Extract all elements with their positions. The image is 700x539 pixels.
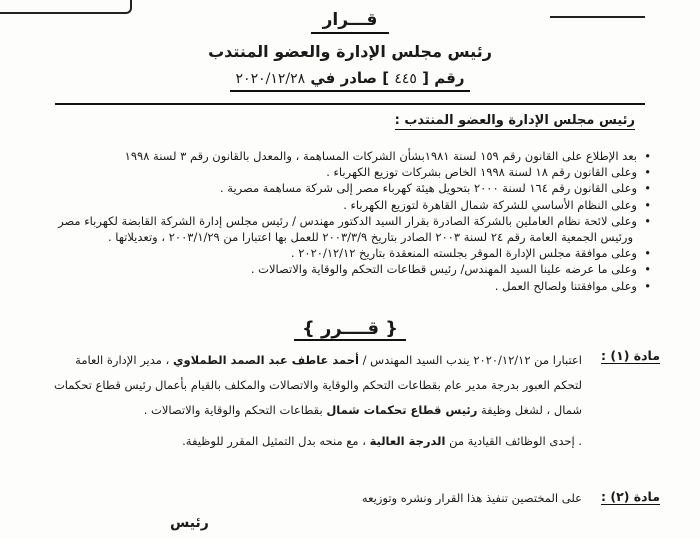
document-subtitle: رئيس مجلس الإدارة والعضو المنتدب	[208, 42, 492, 61]
grade-level: الدرجة العالية	[369, 434, 446, 448]
decree-prefix: رقم [	[422, 69, 465, 87]
clause: • وعلى موافقة مجلس الإدارة الموقر بجلسته المنعقدة بتاريخ ٢٠٢٠/١٢/١٢ .	[55, 245, 637, 261]
clause: • وعلى النظام الأساسي للشركة شمال القاهرة لتوزيع الكهرباء .	[55, 197, 637, 213]
position-title: رئيس قطاع تحكمات شمال	[326, 403, 478, 417]
decree-mid: ] صادر في	[310, 69, 390, 87]
article-1-line-4	[50, 429, 582, 454]
article-1	[50, 348, 660, 454]
clause-continuation: ورئيس الجمعية العامة رقم ٢٤ لسنة ٢٠٠٣ الصادر بتاريخ ٢٠٠٣/٣/٩ للعمل بها اعتبارا من ٢٠٠٣/١/٢٩ ، وتعديلاتها .	[108, 230, 633, 245]
decision-heading	[0, 318, 700, 339]
decree-date: ٢٠٢٠/١٢/٢٨	[235, 71, 306, 87]
article-1-text: ، مع منحه بدل التمثيل المقرر للوظيفة.	[182, 434, 366, 448]
article-2-text: على المختصين تنفيذ هذا القرار ونشره وتوزيعه	[361, 491, 582, 505]
clause: • وعلى ما عرضه علينا السيد المهندس/ رئيس قطاعات التحكم والوقاية والاتصالات .	[55, 261, 637, 277]
article-1-text: ، مدير الإدارة العامة	[75, 353, 170, 367]
clause: • وعلى القانون رقم ١٦٤ لسنة ٢٠٠٠ بتحويل هيئة كهرباء مصر إلى شركة مساهمة مصرية .	[55, 180, 637, 196]
article-1-text: اعتبارا من ٢٠٢٠/١٢/١٢ يندب السيد المهندس /	[362, 353, 582, 367]
article-1-text: بقطاعات التحكم والوقاية والاتصالات .	[143, 403, 323, 417]
article-1-line-1	[50, 348, 582, 373]
article-1-line-2: لتحكم العبور بدرجة مدير عام بقطاعات التحكم والوقاية والاتصالات والمكلف بالقيام بأعمال رئيس قطاع تحكمات	[53, 378, 582, 392]
decree-number: ٤٤٥	[394, 71, 417, 87]
document-header	[0, 10, 700, 92]
header-divider	[55, 103, 645, 105]
article-1-line-3	[50, 398, 582, 423]
decision-heading-text: { قــــرر }	[294, 318, 406, 341]
article-1-label: مادة (١) :	[600, 348, 660, 363]
article-1-text: . إحدى الوظائف القيادية من	[449, 434, 582, 448]
article-1-text: شمال ، لشغل وظيفة	[480, 403, 582, 417]
issuer-line: رئيس مجلس الإدارة والعضو المنتدب :	[394, 113, 635, 128]
decree-number-line	[230, 69, 471, 92]
appointee-name: أحمد عاطف عبد الصمد الطملاوي	[172, 353, 359, 367]
clause: • بعد الإطلاع على القانون رقم ١٥٩ لسنة ١٩٨١بشأن الشركات المساهمة ، والمعدل بالقانون رقم ٣ لسنة ١٩٩٨	[55, 148, 637, 164]
article-2-label: مادة (٢) :	[600, 489, 660, 504]
signature-title: رئيس	[170, 515, 209, 531]
clause: • وعلى لائحة نظام العاملين بالشركة الصادرة بقرار السيد الدكتور مهندس / رئيس مجلس إدارة الشركة القابضة لكهرباء مصر	[55, 213, 637, 229]
preamble-clauses	[55, 148, 655, 294]
article-2	[50, 489, 660, 507]
document-title: قـــرار	[311, 10, 390, 34]
clause: • وعلى موافقتنا ولصالح العمل .	[55, 278, 637, 294]
clause: • وعلى القانون رقم ١٨ لسنة ١٩٩٨ الخاص بشركات توزيع الكهرباء .	[55, 164, 637, 180]
